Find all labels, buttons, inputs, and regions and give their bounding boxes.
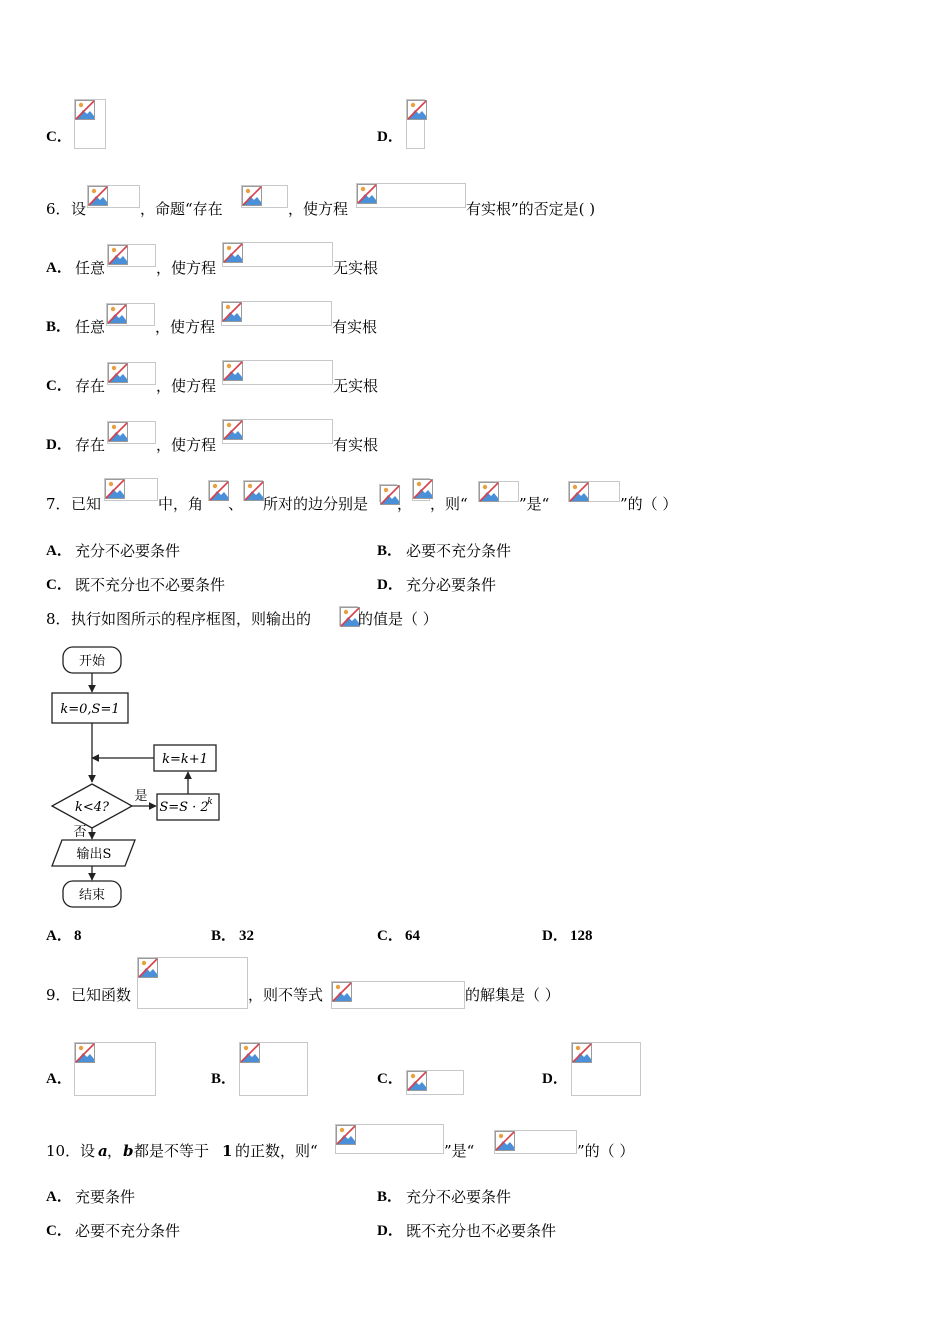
option-b-label: B． — [377, 543, 403, 559]
flowchart-condition-text: k<4? — [74, 800, 110, 815]
option-a-text: 充分不必要条件 — [75, 542, 181, 560]
option-b-text: 32 — [239, 928, 254, 944]
broken-image-icon — [75, 1043, 95, 1063]
formula-image — [243, 480, 263, 501]
formula-image — [107, 421, 156, 444]
option-a-text: 8 — [74, 928, 82, 944]
formula-image — [87, 185, 140, 208]
formula-image — [335, 1124, 444, 1154]
formula-image — [106, 303, 155, 326]
formula-image — [222, 242, 333, 267]
broken-image-icon — [495, 1131, 515, 1151]
question-10-stem: 都是不等于 — [134, 1142, 210, 1160]
formula-image — [137, 957, 248, 1009]
question-9-stem: ，则不等式 — [248, 986, 324, 1004]
broken-image-icon — [407, 100, 427, 120]
question-6-stem-2: ，命题“存在 — [140, 200, 223, 218]
broken-image-icon — [223, 420, 243, 440]
option-c-label: C． — [46, 577, 72, 593]
option-text: 有实根 — [332, 318, 378, 336]
flowchart-output-text: 输出S — [76, 847, 112, 862]
broken-image-icon — [107, 304, 127, 324]
option-text: ，使方程 — [155, 318, 216, 336]
question-10-stem: ”的（ ） — [577, 1142, 635, 1160]
formula-image — [241, 185, 288, 208]
option-d-image — [406, 99, 425, 149]
flowchart-init-text: k=0,S=1 — [60, 702, 120, 717]
option-a-label: A． — [46, 543, 72, 559]
formula-image — [222, 360, 333, 385]
broken-image-icon — [108, 245, 128, 265]
option-b-image — [239, 1042, 308, 1096]
option-b-label: B． — [377, 1189, 403, 1205]
question-7-stem: ， — [397, 495, 413, 513]
formula-image — [208, 480, 228, 501]
question-7-stem: ”是“ — [519, 495, 550, 513]
formula-image — [107, 244, 156, 267]
broken-image-icon — [572, 1043, 592, 1063]
option-text: 有实根 — [333, 436, 379, 454]
broken-image-icon — [407, 1071, 427, 1091]
option-c-label: C． — [46, 378, 72, 394]
option-b-label: B． — [211, 1071, 237, 1087]
flowchart-increment-text: k=k+1 — [162, 752, 208, 767]
option-c-image — [74, 99, 106, 149]
option-text: ，使方程 — [156, 259, 217, 277]
option-c-text: 必要不充分条件 — [75, 1222, 181, 1240]
question-7-stem: 中，角 — [158, 495, 204, 513]
question-9-number: 9． — [46, 986, 71, 1004]
option-a-image — [74, 1042, 156, 1096]
flowchart-no-label: 否 — [73, 825, 87, 840]
broken-image-icon — [240, 1043, 260, 1063]
option-a-label: A． — [46, 260, 72, 276]
option-d-label: D． — [377, 1223, 403, 1239]
option-c-label: C． — [377, 928, 403, 944]
flowchart-update-text: S=S · 2 — [159, 800, 209, 815]
option-c-text: 64 — [405, 928, 420, 944]
option-d-label: D． — [542, 928, 568, 944]
option-a-label: A． — [46, 1071, 72, 1087]
question-7-stem: 所对的边分别是 — [263, 495, 369, 513]
option-text: 无实根 — [333, 259, 379, 277]
option-text: ，使方程 — [156, 377, 217, 395]
broken-image-icon — [209, 481, 229, 501]
option-b-label: B． — [46, 319, 72, 335]
option-d-label: D． — [377, 577, 403, 593]
question-7-number: 7． — [46, 495, 71, 513]
broken-image-icon — [138, 958, 158, 978]
option-d-text: 既不充分也不必要条件 — [406, 1222, 557, 1240]
broken-image-icon — [75, 100, 95, 120]
option-c-label: C． — [377, 1071, 403, 1087]
broken-image-icon — [332, 982, 352, 1002]
option-c-label: C． — [46, 1223, 72, 1239]
formula-image — [412, 478, 430, 501]
broken-image-icon — [569, 482, 589, 502]
option-d-image — [571, 1042, 641, 1096]
question-8-number: 8． — [46, 610, 71, 628]
question-8-stem: 的值是（ ） — [358, 610, 438, 628]
formula-image — [221, 301, 332, 326]
broken-image-icon — [88, 186, 108, 206]
program-flowchart — [40, 640, 240, 920]
option-text: 无实根 — [333, 377, 379, 395]
formula-image — [568, 481, 620, 502]
question-10-stem: ”是“ — [444, 1142, 475, 1160]
broken-image-icon — [223, 243, 243, 263]
number-one: 1 — [222, 1142, 233, 1160]
broken-image-icon — [336, 1125, 356, 1145]
question-10-stem: ， — [107, 1142, 123, 1160]
option-a-label: A． — [46, 928, 72, 944]
option-text: 任意 — [75, 259, 106, 277]
formula-image — [222, 419, 333, 444]
broken-image-icon — [105, 479, 125, 499]
broken-image-icon — [108, 363, 128, 383]
question-10-stem: 的正数，则“ — [235, 1142, 318, 1160]
formula-image — [379, 484, 397, 502]
option-d-label: D． — [46, 437, 72, 453]
question-9-stem: 已知函数 — [71, 986, 132, 1004]
formula-image — [107, 362, 156, 385]
formula-image — [104, 478, 158, 501]
broken-image-icon — [479, 482, 499, 502]
broken-image-icon — [242, 186, 262, 206]
variable-b: b — [123, 1142, 134, 1160]
broken-image-icon — [108, 422, 128, 442]
option-d-label: D． — [542, 1071, 568, 1087]
question-8-stem: 执行如图所示的程序框图，则输出的 — [71, 610, 312, 628]
question-10-number: 10． — [46, 1142, 81, 1160]
variable-a: a — [98, 1142, 108, 1160]
broken-image-icon — [223, 361, 243, 381]
question-10-stem: 设 — [80, 1142, 96, 1160]
option-d-label: D． — [377, 129, 403, 145]
option-d-text: 充分必要条件 — [406, 576, 497, 594]
formula-image — [494, 1130, 577, 1154]
question-6-number: 6． — [46, 200, 71, 218]
option-text: ，使方程 — [156, 436, 217, 454]
formula-image — [339, 606, 358, 626]
broken-image-icon — [244, 481, 264, 501]
formula-image — [331, 981, 465, 1009]
flowchart-update-exponent: k — [207, 797, 213, 807]
option-c-text: 既不充分也不必要条件 — [75, 576, 226, 594]
option-b-text: 充分不必要条件 — [406, 1188, 512, 1206]
option-b-text: 必要不充分条件 — [406, 542, 512, 560]
flowchart-start-text: 开始 — [78, 654, 106, 669]
option-d-text: 128 — [570, 928, 593, 944]
broken-image-icon — [222, 302, 242, 322]
question-9-stem: 的解集是（ ） — [465, 986, 560, 1004]
option-a-text: 充要条件 — [75, 1188, 136, 1206]
option-c-label: C． — [46, 129, 72, 145]
question-6-stem-4: 有实根”的否定是( ) — [466, 200, 596, 218]
question-6-stem-1: 设 — [71, 200, 87, 218]
formula-image — [478, 481, 519, 502]
broken-image-icon — [357, 184, 377, 204]
flowchart-end-text: 结束 — [78, 888, 106, 903]
question-7-stem: ，则“ — [430, 495, 468, 513]
option-c-image — [406, 1070, 464, 1095]
option-text: 存在 — [75, 436, 106, 454]
question-7-stem: ”的（ ） — [620, 495, 678, 513]
flowchart-yes-label: 是 — [134, 789, 148, 804]
question-6-stem-3: ，使方程 — [288, 200, 349, 218]
question-7-stem: 已知 — [71, 495, 102, 513]
option-b-label: B． — [211, 928, 237, 944]
broken-image-icon — [340, 607, 360, 627]
formula-image — [356, 183, 466, 208]
option-a-label: A． — [46, 1189, 72, 1205]
question-7-stem: 、 — [228, 495, 244, 513]
option-text: 存在 — [75, 377, 106, 395]
option-text: 任意 — [75, 318, 106, 336]
